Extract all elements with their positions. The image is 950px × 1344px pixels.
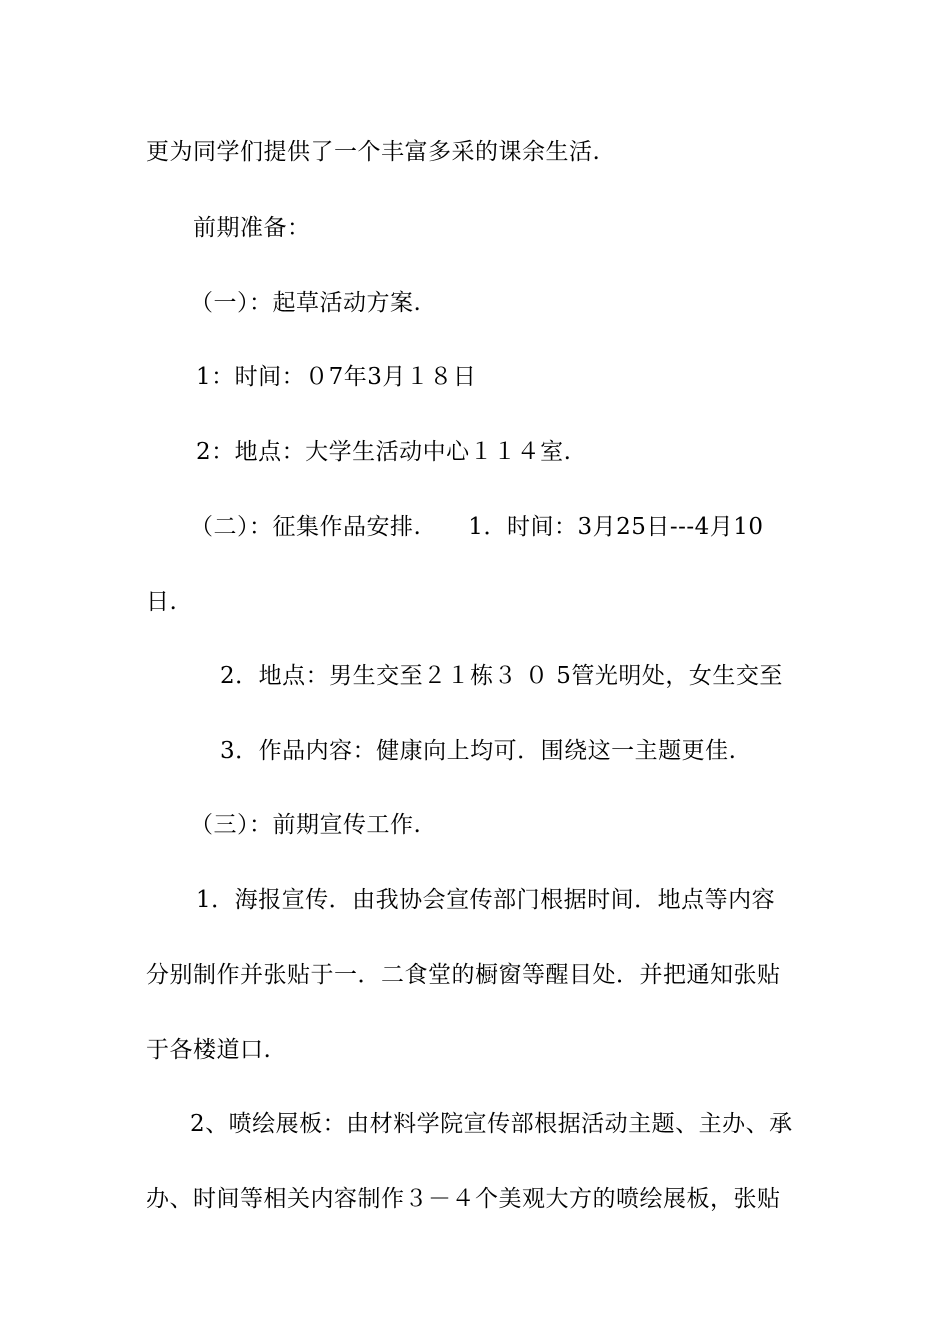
- item-poster-line-3: 于各楼道口.: [146, 1037, 272, 1063]
- subheading-draft-plan: （一）：起草活动方案.: [190, 290, 422, 316]
- item-work-content: 3．作品内容：健康向上均可．围绕这一主题更佳.: [220, 738, 737, 764]
- item-poster-line-1: 1．海报宣传．由我协会宣传部门根据时间．地点等内容: [196, 887, 776, 913]
- item-banner-line-1: 2、喷绘展板：由材料学院宣传部根据活动主题、主办、承: [190, 1111, 793, 1137]
- paragraph-line-day: 日.: [146, 589, 178, 615]
- item-banner-line-2: 办、时间等相关内容制作３－４个美观大方的喷绘展板，张贴: [146, 1186, 781, 1212]
- item-collect-location: 2．地点：男生交至２１栋３ ０ 5管光明处，女生交至: [220, 663, 783, 689]
- item-location: 2：地点：大学生活动中心１１４室.: [196, 439, 572, 465]
- item-time: 1：时间：０7年3月１８日: [196, 364, 477, 390]
- subheading-promotion: （三）：前期宣传工作.: [190, 812, 422, 838]
- subheading-collect-works: （二）：征集作品安排. 1．时间：3月25日---4月10: [190, 514, 764, 540]
- item-poster-line-2: 分别制作并张贴于一．二食堂的橱窗等醒目处．并把通知张贴: [146, 962, 781, 988]
- section-heading-preparation: 前期准备：: [193, 215, 311, 241]
- paragraph-line-1: 更为同学们提供了一个丰富多采的课余生活.: [146, 139, 601, 165]
